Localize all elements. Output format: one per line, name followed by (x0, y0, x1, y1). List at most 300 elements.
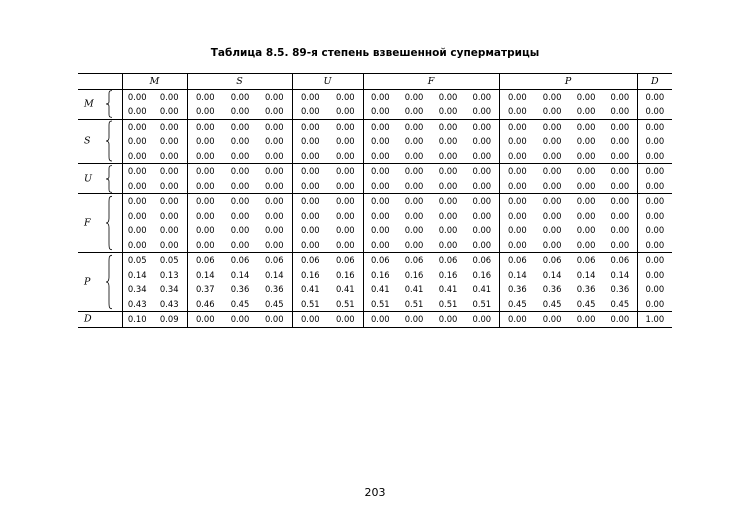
table-cell: 0.00 (499, 312, 535, 328)
table-cell: 0.00 (122, 179, 152, 194)
row-group-label: F (84, 217, 91, 229)
table-cell: 0.00 (335, 106, 355, 117)
table-cell: 0.41 (472, 284, 492, 295)
table-cell: 0.00 (335, 210, 355, 221)
table-cell: 0.36 (230, 284, 250, 295)
table-row (78, 89, 672, 104)
table-cell: 0.00 (335, 136, 355, 147)
table-cell: 0.41 (438, 284, 458, 295)
table-cell: 0.14 (264, 269, 284, 280)
table-cell: 0.00 (637, 119, 672, 134)
table-cell: 0.00 (230, 136, 250, 147)
table-cell: 0.00 (335, 91, 355, 102)
table-cell: 0.00 (363, 164, 397, 179)
table-row (78, 209, 672, 224)
table-row (78, 119, 672, 134)
table-cell: 0.00 (499, 179, 535, 194)
table-cell: 0.06 (431, 253, 465, 268)
table-cell: 0.00 (223, 194, 257, 209)
table-cell: 0.00 (335, 150, 355, 161)
table-cell: 0.00 (159, 106, 179, 117)
table-row (78, 104, 672, 119)
table-cell: 0.00 (569, 312, 603, 328)
column-group-header (363, 74, 499, 90)
table-cell: 0.16 (404, 269, 424, 280)
table-cell: 0.00 (230, 239, 250, 250)
table-cell: 0.06 (187, 253, 223, 268)
table-cell: 0.00 (438, 136, 458, 147)
table-row (78, 194, 672, 209)
table-cell: 0.06 (292, 253, 328, 268)
column-group-header (187, 74, 292, 90)
table-cell: 0.51 (292, 297, 328, 312)
table-cell: 0.16 (335, 269, 355, 280)
table-cell: 0.00 (576, 225, 596, 236)
table-cell: 0.00 (363, 223, 397, 238)
table-cell: 0.36 (610, 284, 630, 295)
table-cell: 0.45 (264, 298, 284, 309)
table-cell: 0.00 (187, 164, 223, 179)
table-cell: 0.00 (438, 225, 458, 236)
table-cell: 0.00 (159, 136, 179, 147)
table-cell: 0.05 (122, 253, 152, 268)
table-cell: 0.46 (187, 297, 223, 312)
table-row (78, 253, 672, 268)
table-cell: 0.00 (187, 134, 223, 149)
table-cell: 0.00 (363, 134, 397, 149)
table-cell: 0.00 (535, 312, 569, 328)
table-cell: 0.00 (472, 150, 492, 161)
table-cell: 0.00 (292, 164, 328, 179)
table-cell: 0.00 (152, 119, 187, 134)
table-cell: 0.00 (187, 209, 223, 224)
table-cell: 0.14 (610, 269, 630, 280)
table-cell: 0.00 (152, 194, 187, 209)
table-cell: 0.00 (465, 194, 499, 209)
table-cell: 0.00 (472, 91, 492, 102)
table-cell: 0.00 (363, 312, 397, 328)
table-cell: 0.00 (363, 104, 397, 119)
table-cell: 0.00 (431, 164, 465, 179)
table-cell: 0.00 (264, 210, 284, 221)
row-group-label: S (84, 135, 91, 147)
table-cell: 0.00 (152, 164, 187, 179)
table-cell: 0.34 (159, 284, 179, 295)
table-cell: 0.14 (230, 269, 250, 280)
table-cell: 0.00 (637, 223, 672, 238)
table-cell: 0.00 (292, 134, 328, 149)
left-brace-icon (106, 164, 112, 193)
table-cell: 0.00 (404, 239, 424, 250)
table-cell: 0.06 (569, 253, 603, 268)
table-cell: 0.00 (542, 180, 562, 191)
table-cell: 0.00 (438, 91, 458, 102)
table-cell: 0.06 (397, 253, 431, 268)
table-cell: 0.00 (542, 136, 562, 147)
table-cell: 0.00 (472, 225, 492, 236)
table-cell: 0.00 (328, 194, 363, 209)
table-cell: 0.00 (363, 238, 397, 253)
table-cell: 0.00 (542, 150, 562, 161)
table-cell: 0.00 (187, 104, 223, 119)
table-cell: 0.37 (187, 282, 223, 297)
table-cell: 0.06 (328, 253, 363, 268)
table-cell: 1.00 (637, 312, 672, 328)
left-brace-icon (106, 194, 112, 252)
table-cell: 0.00 (542, 225, 562, 236)
table-cell: 0.00 (431, 119, 465, 134)
table-cell: 0.05 (152, 253, 187, 268)
table-cell: 0.00 (404, 91, 424, 102)
table-cell: 0.00 (465, 312, 499, 328)
table-cell: 0.00 (569, 194, 603, 209)
table-cell: 0.00 (335, 225, 355, 236)
table-cell: 0.00 (328, 312, 363, 328)
table-cell: 0.00 (576, 150, 596, 161)
table-cell: 0.00 (431, 312, 465, 328)
table-cell: 0.36 (499, 282, 535, 297)
table-cell: 0.00 (472, 180, 492, 191)
table-cell: 0.00 (499, 238, 535, 253)
table-cell: 0.51 (438, 298, 458, 309)
table-cell: 0.00 (637, 282, 672, 297)
table-cell: 0.36 (264, 284, 284, 295)
table-cell: 0.00 (499, 89, 535, 104)
table-cell: 0.00 (542, 106, 562, 117)
table-cell: 0.00 (637, 268, 672, 283)
row-group-label-cell (78, 119, 122, 164)
table-cell: 0.00 (637, 149, 672, 164)
table-cell: 0.00 (335, 239, 355, 250)
table-cell: 0.00 (187, 119, 223, 134)
table-cell: 0.00 (637, 194, 672, 209)
table-cell: 0.00 (264, 136, 284, 147)
table-cell: 0.14 (187, 268, 223, 283)
table-cell: 0.00 (397, 312, 431, 328)
table-cell: 0.14 (576, 269, 596, 280)
table-cell: 0.00 (122, 89, 152, 104)
table-cell: 0.00 (122, 134, 152, 149)
table-row (78, 268, 672, 283)
table-cell: 0.00 (292, 238, 328, 253)
table-cell: 0.16 (363, 268, 397, 283)
table-cell: 0.00 (637, 104, 672, 119)
table-cell: 0.00 (230, 150, 250, 161)
table-cell: 0.00 (187, 194, 223, 209)
table-cell: 0.00 (431, 194, 465, 209)
table-cell: 0.00 (230, 210, 250, 221)
table-cell: 0.00 (404, 106, 424, 117)
table-cell: 0.00 (472, 239, 492, 250)
table-cell: 0.00 (610, 239, 630, 250)
table-cell: 0.00 (187, 223, 223, 238)
table-row (78, 312, 672, 328)
table-cell: 0.00 (542, 239, 562, 250)
table-cell: 0.00 (159, 180, 179, 191)
table-cell: 0.00 (223, 312, 257, 328)
table-cell: 0.41 (292, 282, 328, 297)
table-cell: 0.00 (292, 312, 328, 328)
table-cell: 0.00 (292, 89, 328, 104)
table-cell: 0.00 (610, 136, 630, 147)
table-cell: 0.00 (472, 210, 492, 221)
left-brace-icon (106, 253, 112, 311)
table-cell: 0.00 (122, 209, 152, 224)
table-cell: 0.00 (465, 164, 499, 179)
table-cell: 0.00 (637, 179, 672, 194)
table-cell: 0.00 (335, 180, 355, 191)
table-cell: 0.00 (122, 238, 152, 253)
table-cell: 0.00 (328, 164, 363, 179)
table-cell: 0.00 (499, 164, 535, 179)
table-cell: 0.00 (499, 149, 535, 164)
table-cell: 0.00 (223, 119, 257, 134)
table-cell: 0.14 (499, 268, 535, 283)
table-cell: 0.00 (438, 106, 458, 117)
table-cell: 0.00 (292, 119, 328, 134)
table-cell: 0.00 (499, 194, 535, 209)
table-cell: 0.06 (363, 253, 397, 268)
table-cell: 0.00 (576, 106, 596, 117)
page-number: 203 (364, 486, 386, 499)
row-group-label-cell (78, 194, 122, 253)
table-cell: 0.06 (465, 253, 499, 268)
table-cell: 0.00 (535, 194, 569, 209)
table-cell: 0.00 (499, 209, 535, 224)
table-cell: 0.00 (404, 136, 424, 147)
table-cell: 0.00 (257, 194, 292, 209)
table-cell: 0.00 (569, 119, 603, 134)
column-group-header (122, 74, 187, 90)
table-cell: 0.00 (230, 106, 250, 117)
table-cell: 0.00 (328, 119, 363, 134)
table-cell: 0.00 (637, 89, 672, 104)
table-cell: 0.00 (472, 136, 492, 147)
table-cell: 0.51 (472, 298, 492, 309)
table-cell: 0.51 (335, 298, 355, 309)
table-row (78, 223, 672, 238)
table-cell: 0.00 (499, 134, 535, 149)
table-cell: 0.00 (603, 119, 637, 134)
table-cell: 0.00 (465, 119, 499, 134)
table-cell: 0.00 (264, 150, 284, 161)
table-cell: 0.00 (292, 179, 328, 194)
table-cell: 0.00 (230, 180, 250, 191)
table-cell: 0.00 (397, 119, 431, 134)
table-cell: 0.06 (257, 253, 292, 268)
row-group-label: M (84, 98, 94, 110)
table-cell: 0.00 (363, 209, 397, 224)
table-cell: 0.00 (159, 150, 179, 161)
table-cell: 0.00 (499, 104, 535, 119)
table-cell: 0.51 (404, 298, 424, 309)
table-cell: 0.00 (610, 150, 630, 161)
table-cell: 0.45 (542, 298, 562, 309)
table-row (78, 297, 672, 312)
table-cell: 0.45 (230, 298, 250, 309)
column-group-label: P (564, 75, 572, 87)
row-group-label: P (84, 276, 91, 288)
table-cell: 0.00 (637, 164, 672, 179)
table-cell: 0.00 (363, 149, 397, 164)
table-cell: 0.00 (576, 210, 596, 221)
table-cell: 0.00 (397, 194, 431, 209)
table-row (78, 149, 672, 164)
table-cell: 0.41 (363, 282, 397, 297)
table-cell: 0.00 (264, 239, 284, 250)
table-cell: 0.43 (159, 298, 179, 309)
table-cell: 0.00 (292, 149, 328, 164)
table-cell: 0.00 (187, 179, 223, 194)
table-cell: 0.16 (472, 269, 492, 280)
table-cell: 0.00 (264, 180, 284, 191)
table-cell: 0.09 (152, 312, 187, 328)
table-cell: 0.00 (438, 239, 458, 250)
table-cell: 0.00 (542, 91, 562, 102)
table-cell: 0.00 (637, 134, 672, 149)
table-cell: 0.00 (257, 312, 292, 328)
table-cell: 0.00 (576, 239, 596, 250)
table-row (78, 134, 672, 149)
header-corner (78, 74, 122, 90)
table-cell: 0.00 (159, 239, 179, 250)
table-cell: 0.00 (159, 225, 179, 236)
row-group-label-cell (78, 89, 122, 119)
table-row (78, 282, 672, 297)
table-cell: 0.51 (363, 297, 397, 312)
table-cell: 0.00 (363, 119, 397, 134)
table-cell: 0.00 (122, 149, 152, 164)
table-cell: 0.00 (610, 210, 630, 221)
table-cell: 0.00 (187, 312, 223, 328)
table-cell: 0.10 (122, 312, 152, 328)
table-cell: 0.41 (404, 284, 424, 295)
column-group-header (292, 74, 363, 90)
table-row (78, 179, 672, 194)
table-cell: 0.06 (223, 253, 257, 268)
supermatrix-table (78, 73, 672, 328)
table-cell: 0.45 (499, 297, 535, 312)
row-group-label: D (84, 313, 92, 325)
table-cell: 0.43 (122, 297, 152, 312)
table-cell: 0.00 (292, 223, 328, 238)
table-cell: 0.00 (535, 164, 569, 179)
table-cell: 0.00 (257, 164, 292, 179)
table-cell: 0.00 (404, 225, 424, 236)
table-cell: 0.00 (122, 194, 152, 209)
table-cell: 0.00 (610, 106, 630, 117)
table-cell: 0.00 (610, 225, 630, 236)
header-row (78, 74, 672, 90)
column-group-label: D (651, 75, 659, 87)
table-cell: 0.34 (122, 282, 152, 297)
table-cell: 0.00 (397, 164, 431, 179)
table-title: Таблица 8.5. 89-я степень взвешенной суперматрицы (210, 47, 540, 59)
table-cell: 0.00 (542, 210, 562, 221)
left-brace-icon (106, 120, 112, 164)
table-cell: 0.36 (542, 284, 562, 295)
table-cell: 0.00 (122, 104, 152, 119)
table-cell: 0.00 (637, 209, 672, 224)
table-cell: 0.00 (363, 89, 397, 104)
table-cell: 0.00 (404, 150, 424, 161)
table-cell: 0.41 (335, 284, 355, 295)
table-cell: 0.00 (499, 119, 535, 134)
table-cell: 0.16 (438, 269, 458, 280)
table-cell: 0.00 (122, 223, 152, 238)
column-group-label: F (427, 75, 435, 87)
table-row (78, 238, 672, 253)
table-cell: 0.00 (264, 225, 284, 236)
table-cell: 0.00 (610, 91, 630, 102)
table-cell: 0.45 (576, 298, 596, 309)
table-cell: 0.00 (187, 238, 223, 253)
table-cell: 0.00 (610, 180, 630, 191)
column-group-label: U (323, 75, 332, 87)
left-brace-icon (106, 90, 112, 119)
row-group-label-cell (78, 312, 122, 328)
table-cell: 0.00 (292, 209, 328, 224)
table-cell: 0.00 (404, 210, 424, 221)
table-row (78, 164, 672, 179)
table-cell: 0.00 (363, 194, 397, 209)
table-cell: 0.00 (576, 136, 596, 147)
table-cell: 0.00 (569, 164, 603, 179)
table-cell: 0.45 (610, 298, 630, 309)
table-cell: 0.14 (542, 269, 562, 280)
column-group-header (499, 74, 637, 90)
table-cell: 0.00 (122, 164, 152, 179)
table-cell: 0.00 (122, 119, 152, 134)
table-cell: 0.00 (603, 312, 637, 328)
table-cell: 0.06 (603, 253, 637, 268)
row-group-label-cell (78, 164, 122, 194)
table-cell: 0.00 (603, 194, 637, 209)
table-cell: 0.00 (603, 164, 637, 179)
table-cell: 0.00 (535, 119, 569, 134)
table-cell: 0.00 (264, 106, 284, 117)
table-cell: 0.36 (576, 284, 596, 295)
table-cell: 0.00 (159, 210, 179, 221)
row-group-label: U (84, 173, 93, 184)
table-cell: 0.00 (159, 91, 179, 102)
table-cell: 0.00 (187, 89, 223, 104)
table-cell: 0.00 (187, 149, 223, 164)
table-cell: 0.00 (363, 179, 397, 194)
table-cell: 0.00 (499, 223, 535, 238)
table-cell: 0.14 (122, 268, 152, 283)
table-cell: 0.00 (438, 180, 458, 191)
table-cell: 0.00 (257, 119, 292, 134)
table-cell: 0.00 (292, 194, 328, 209)
table-cell: 0.00 (472, 106, 492, 117)
table-cell: 0.00 (438, 210, 458, 221)
table-cell: 0.00 (637, 238, 672, 253)
column-group-header (637, 74, 672, 90)
table-cell: 0.06 (535, 253, 569, 268)
column-group-label: M (149, 75, 160, 87)
row-group-label-cell (78, 253, 122, 312)
table-cell: 0.00 (264, 91, 284, 102)
table-cell: 0.00 (404, 180, 424, 191)
table-cell: 0.00 (223, 164, 257, 179)
table-cell: 0.13 (159, 269, 179, 280)
table-cell: 0.00 (637, 297, 672, 312)
table-cell: 0.00 (230, 91, 250, 102)
column-group-label: S (236, 75, 243, 87)
table-cell: 0.06 (499, 253, 535, 268)
table-cell: 0.00 (230, 225, 250, 236)
